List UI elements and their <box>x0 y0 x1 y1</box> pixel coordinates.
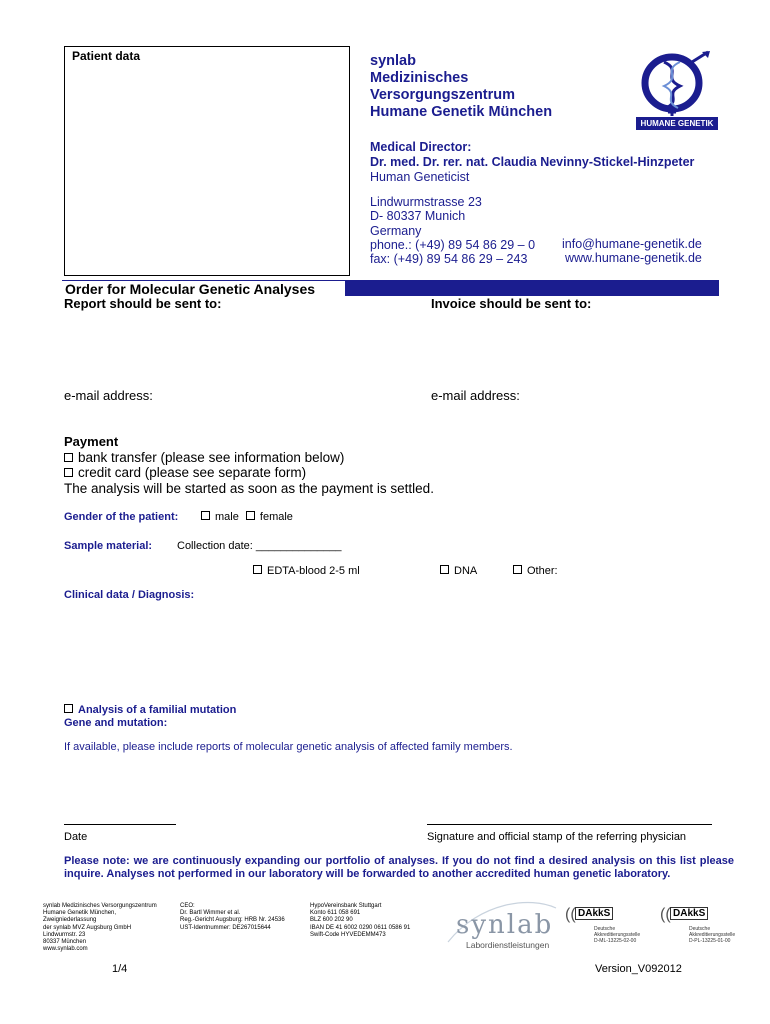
clinical-field[interactable] <box>64 604 719 699</box>
patient-data-label: Patient data <box>72 49 141 63</box>
order-title-bar <box>62 280 719 296</box>
footer-company-line: Lindwurmstr. 23 <box>43 931 86 938</box>
footer-bank-line: HypoVereinsbank Stuttgart <box>310 903 382 909</box>
address-fax: fax: (+49) 89 54 86 29 – 243 <box>370 252 528 267</box>
lab-name-line3: Versorgungszentrum <box>370 87 516 103</box>
address-block <box>370 195 535 266</box>
bank-transfer-checkbox[interactable] <box>64 453 73 462</box>
synlab-logo-sub: Labordienstleistungen <box>466 940 550 950</box>
lab-name-line4: Humane Genetik München <box>370 104 553 120</box>
footer-company <box>43 903 157 953</box>
dakks-line: Deutsche <box>594 926 616 932</box>
invoice-to-label: Invoice should be sent to: <box>431 296 592 311</box>
invoice-to-field[interactable] <box>431 313 719 383</box>
synlab-logo-text: synlab <box>456 910 554 940</box>
edta-label: EDTA-blood 2-5 ml <box>267 565 360 577</box>
gender-options <box>201 511 293 523</box>
footer-ceo-line: Reg.-Gericht Augsburg: HRB Nr. 24536 <box>180 917 285 924</box>
address-street: Lindwurmstrasse 23 <box>370 195 482 209</box>
footer-bank <box>310 903 410 939</box>
footer-company-line: Humane Genetik München, <box>43 910 117 917</box>
edta-checkbox[interactable] <box>253 565 262 574</box>
director-block <box>370 140 694 185</box>
familial-mutation-checkbox[interactable] <box>64 704 73 713</box>
page-number: 1/4 <box>112 963 128 975</box>
footer-bank-line: Swift-Code HYVEDEMM473 <box>310 931 386 938</box>
dakks-name-2: DAkkS <box>670 907 708 920</box>
footer-bank-line: Konto 611 058 691 <box>310 910 361 917</box>
other-option <box>513 565 558 577</box>
footer-ceo-line: UST-Identnummer: DE267015644 <box>180 924 271 931</box>
dakks-line: D-ML-13225-02-00 <box>594 938 637 944</box>
gender-label: Gender of the patient: <box>64 511 179 523</box>
dakks-line: Deutsche <box>689 926 711 932</box>
bank-transfer-label: bank transfer (please see information below) <box>78 450 345 465</box>
please-note: Please note: we are continuously expanding our portfolio of analyses. If you do not find a desired analysis on this list please inquire. Analyses not performed in our laboratory will be forwarded to another accredited human genetic laboratory. <box>64 855 734 880</box>
familial-note: If available, please include reports of molecular genetic analysis of affected family members. <box>64 741 513 753</box>
lab-name <box>370 53 552 121</box>
dakks-arcs-icon: (( <box>660 906 671 923</box>
other-checkbox[interactable] <box>513 565 522 574</box>
dna-checkbox[interactable] <box>440 565 449 574</box>
male-checkbox[interactable] <box>201 511 210 520</box>
order-title: Order for Molecular Genetic Analyses <box>62 280 345 296</box>
lab-name-line2: Medizinisches <box>370 70 469 86</box>
dakks-line: Akkreditierungsstelle <box>689 932 736 938</box>
dna-label: DNA <box>454 565 478 577</box>
logo-caption: HUMANE GENETIK <box>640 119 714 128</box>
report-to-label: Report should be sent to: <box>64 296 222 311</box>
director-name: Dr. med. Dr. rer. nat. Claudia Nevinny-Stickel-Hinzpeter <box>370 155 695 169</box>
collection-date[interactable]: Collection date: ______________ <box>177 540 342 552</box>
footer-company-line: synlab Medizinisches Versorgungszentrum <box>43 903 157 909</box>
dakks-badge-2 <box>660 906 750 950</box>
clinical-label: Clinical data / Diagnosis: <box>64 589 195 601</box>
dakks-text-2 <box>689 926 735 944</box>
dakks-text-1 <box>594 926 640 944</box>
director-role: Human Geneticist <box>370 170 470 184</box>
address-city: D- 80337 Munich <box>370 209 466 224</box>
footer-company-line: 80337 München <box>43 939 87 946</box>
familial-mutation-label: Analysis of a familial mutation <box>78 704 237 716</box>
familial-mutation-option <box>64 704 236 716</box>
order-title-fill <box>345 280 719 296</box>
footer-ceo-line: Dr. Bartl Wimmer et al. <box>180 910 241 917</box>
footer-ceo-line: CEO: <box>180 903 195 909</box>
synlab-logo <box>440 896 560 956</box>
female-checkbox[interactable] <box>246 511 255 520</box>
gene-mutation-label: Gene and mutation: <box>64 717 168 729</box>
sample-label: Sample material: <box>64 540 153 552</box>
dakks-line: Akkreditierungsstelle <box>594 932 641 938</box>
signature-line <box>427 824 712 825</box>
payment-credit-card <box>64 465 306 480</box>
footer-company-line: www.synlab.com <box>43 946 88 953</box>
footer-bank-line: IBAN DE 41 6002 0290 0611 0586 91 <box>310 924 411 931</box>
female-label: female <box>259 511 293 523</box>
date-line <box>64 824 176 825</box>
dakks-badge-1 <box>565 906 655 950</box>
payment-bank-transfer <box>64 450 344 465</box>
footer-ceo <box>180 903 285 932</box>
dakks-line: D-PL-13225-01-00 <box>689 938 731 944</box>
credit-card-checkbox[interactable] <box>64 468 73 477</box>
credit-card-label: credit card (please see separate form) <box>78 465 307 480</box>
address-phone: phone.: (+49) 89 54 86 29 – 0 <box>370 237 536 252</box>
payment-note: The analysis will be started as soon as the payment is settled. <box>64 481 434 496</box>
email-left-label: e-mail address: <box>64 388 153 403</box>
dna-option <box>440 565 477 577</box>
version-label: Version_V092012 <box>595 963 682 975</box>
address-country: Germany <box>370 223 422 238</box>
footer-bank-line: BLZ 600 202 90 <box>310 917 353 924</box>
dakks-arcs-icon: (( <box>565 906 576 923</box>
humane-genetik-logo <box>636 50 718 132</box>
contact-block <box>562 237 702 266</box>
footer-company-line: der synlab MVZ Augsburg GmbH <box>43 924 132 931</box>
other-label: Other: <box>527 565 558 577</box>
footer-company-line: Zweigniederlassung <box>43 917 97 924</box>
date-label: Date <box>64 831 88 843</box>
director-title: Medical Director: <box>370 140 472 154</box>
email-right-label: e-mail address: <box>431 388 520 403</box>
contact-email[interactable]: info@humane-genetik.de <box>562 237 702 251</box>
contact-website[interactable]: www.humane-genetik.de <box>565 251 702 266</box>
male-label: male <box>215 511 239 523</box>
signature-label: Signature and official stamp of the referring physician <box>427 831 687 843</box>
payment-title: Payment <box>64 434 119 449</box>
patient-data-box[interactable] <box>64 46 350 276</box>
dakks-name-1: DAkkS <box>575 907 613 920</box>
report-to-field[interactable] <box>64 313 404 383</box>
lab-name-line1: synlab <box>370 53 416 69</box>
edta-option <box>253 565 360 577</box>
